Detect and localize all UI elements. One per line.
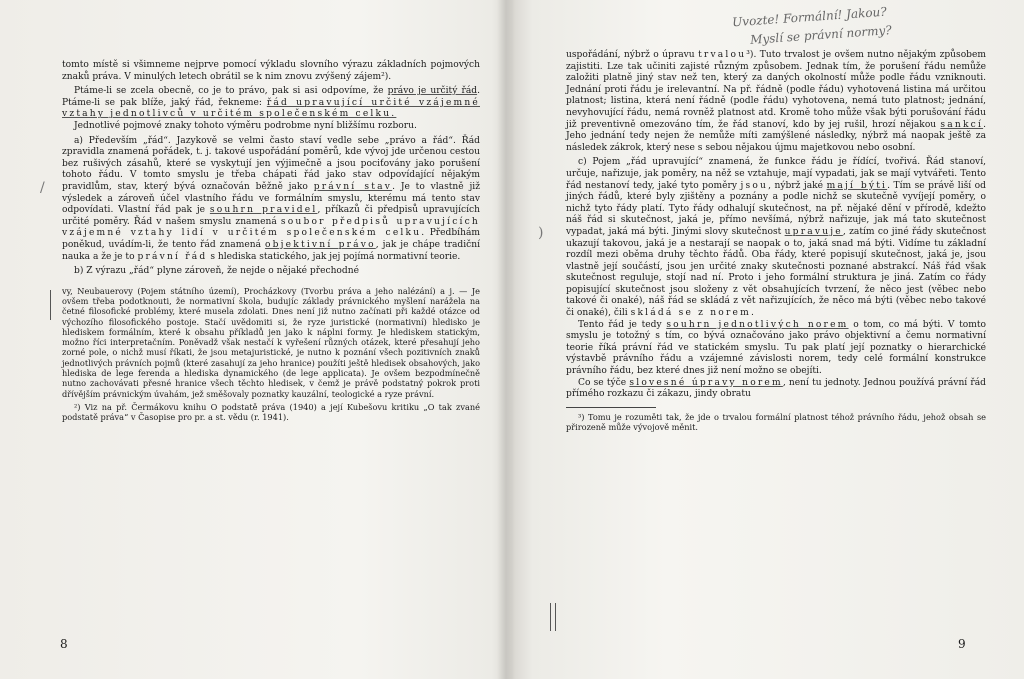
right-para-4-sp1: slovesné úpravy norem — [629, 377, 783, 388]
left-para-4-e: , jak je chápe tradiční nauka a že je to — [62, 239, 480, 262]
right-margin-bar-1 — [550, 603, 551, 631]
left-para-4-c: , příkazů či předpisů upravujících určité poměry. Řád v našem smyslu znamená — [62, 205, 480, 227]
right-para-2-b: , nýbrž jaké — [768, 180, 827, 191]
left-para-4-a: a) Především „řád“. Jazykově se velmi často staví vedle sebe „právo a řád“. Řád zpravidla znamená pořádek, t. j. takové uspořádání poměrů, kde vývoj jde určenou cestou bez rušivých zásahů, které se vyskytují jen výjimečně a jsou pociťovány jako porušení tohoto řádu. V tomto smyslu je třeba chápati řád jako stav odpovídající nějakým pravidlům, stav, který bývá označován běžně jako — [62, 135, 480, 192]
right-para-3-b: o tom, co má býti. V tomto smyslu je totožný s tím, co bývá označováno jako právo objektivní a čemu normativní teorie říká právní řád ve statickém smyslu. Tu pak platí její poznatky o hierarchické výstavbě právního řádu a vzájemné závislosti norem, tedy celé formální konstrukce právního řádu, bez které dnes již není možno se obejíti. — [566, 319, 987, 377]
right-para-4-a: Co se týče — [578, 377, 630, 388]
right-para-3-a: Tento řád je tedy — [578, 319, 667, 330]
right-para-1-c: . Jeho jednání tedy nejen že nemůže míti zamýšlené následky, nýbrž má naopak ještě za následek zákrok, který nese s sebou nějakou újmu majetkovou nebo osobní. — [566, 119, 986, 153]
left-page-number: 8 — [60, 637, 68, 651]
right-para-2-c: . Tím se právě liší od jiných řádů, které byly zjištěny a poznány a podle nichž se skutečně vyvíjejí poměry, o nichž tyto řády platí. Tyto řády odhalují skutečnost, na př. nějaké dění v přírodě, kdežto náš řád si skutečnost, jaká je, přímo nevšímá, nýbrž nařizuje, jak má tato skutečnost vypadat, jaká má býti. Jinými slovy skutečnost — [566, 180, 986, 237]
right-para-2-e: . — [750, 308, 754, 319]
right-para-2 — [566, 157, 986, 319]
right-para-2-sp4: skládá se z norem — [630, 308, 751, 319]
left-para-4-sp4: objektivní právo — [264, 239, 376, 250]
right-margin-bar-2 — [555, 603, 556, 631]
left-para-4-d: . Předbíhám poněkud, uvádím-li, že tento řád znamená — [62, 228, 480, 250]
left-footnote-1: vy, Neubauerovy (Pojem státního území), Procházkovy (Tvorbu práva a jeho nalézání) a j. — Je ovšem třeba podotknouti, že normativní škola, budujíc základy právnického myšlení narážela na četné filosofické problémy, které musela zdolati. Dnes není již nutno začínati při každé otázce od výchozího filosofického postoje. Stačí uvědomiti si, že ryze juristické (normativní) hledisko je hlediskem formálním, které k obsahu příkladů jen jako k náplni formy. Je hlediskem statickým, možno říci interpretačním. Poněvadž však nestačí k vyřešení různých otázek, které přesahují jeho zorné pole, o nichž musí říkati, že jsou metajuristické, je nutno k poznání všech pozitivních znaků jednotlivých právních pojmů (které zasahují za jeho hranice) použíti ještě hledisek obsahových, jako hlediska de lege ferenda a hlediska dynamického (de lege applicata). Je ovšem bezpodmínečně nutno zachovávati přesné hranice všech těchto hledisek, v čemž je právě podstatný pokrok proti dřívějším právnickým úvahám, jež směšovaly poznatky kauzální, teologické a ryze právní. — [62, 285, 480, 399]
footnote-rule — [566, 407, 656, 408]
right-para-2-sp3: upravuje — [784, 226, 843, 237]
right-para-1 — [566, 50, 986, 154]
left-para-4-sp5: právní řád — [137, 251, 208, 262]
right-para-2-sp2: mají býti — [826, 180, 888, 191]
right-margin-mark: ) — [538, 225, 544, 241]
right-para-1-sp1: trvalou — [698, 50, 747, 60]
right-page-number: 9 — [958, 637, 966, 651]
pencil-note-1: Uvozte! Formální! Jakou? — [731, 4, 888, 30]
left-para-1: tomto místě si všimneme nejprve pomocí výkladu slovního výrazu základních pojmových znaků práva. V minulých letech obrátil se k nim znovu zvýšený zájem²). — [62, 60, 480, 82]
left-para-4-sp1: právní stav — [313, 181, 393, 192]
right-page — [510, 0, 1024, 679]
right-para-1-b: ³). Tuto trvalost je ovšem nutno nějakým způsobem zajistiti. Lze tak učiniti zajisté různým způsobem. Jednak tím, že porušení řádu nemůže založiti platně jiný stav než ten, který za daných okolností může podle řádu vzniknouti. Jednání proti řádu je irelevantní. Na př. řádně (podle řádu) vyhotovená listina má určitou platnost; listina, která není řádně (podle řádu) vyhotovena, nemá tuto platnost; jednání, nevyhovující řádu, nemá rovněž platnost atd. Kromě toho může však býti porušování řádu již preventivně omezováno tím, že řád stanoví, kdo by jej rušil, hrozí nějakou — [566, 50, 987, 130]
left-para-5: b) Z výrazu „řád“ plyne zároveň, že nejde o nějaké přechodné — [74, 266, 359, 277]
left-para-2-spaced: řád upravující určité vzájemné vztahy jednotlivců v určitém společenském celku. — [62, 97, 480, 120]
left-para-2-a: Ptáme-li se zcela obecně, co je to právo, pak si asi odpovíme, že — [74, 86, 388, 97]
right-para-2-a: c) Pojem „řád upravující“ znamená, že funkce řádu je řídící, tvořivá. Řád stanoví, určuje, nařizuje, jak poměry, na něž se vztahuje, mají vypadati, jak se mají vytvářeti. Tento řád nestanoví tedy, jaké tyto poměry — [566, 157, 986, 191]
left-para-4-b: . Je to vlastně již výsledek a zároveň účel vlastního řádu ve formálním smyslu, kterému má tento stav odpovídati. Vlastní řád pak je — [62, 181, 481, 216]
left-para-2-b: . Ptáme-li se pak blíže, jaký řád, řekneme: — [62, 86, 480, 108]
left-page — [0, 0, 505, 679]
right-para-1-sp2: sankcí — [940, 119, 984, 130]
pencil-note-2: Myslí se právní normy? — [749, 23, 893, 47]
left-para-4-sp2: souhrn pravidel — [209, 205, 318, 216]
right-footnote-3: ³) Tomu je rozuměti tak, že jde o trvalou formální platnost téhož právního řádu, jehož obsah se přirozeně může vývojově měnit. — [566, 411, 986, 433]
right-para-2-d: , zatím co jiné řády skutečnost ukazují takovou, jaká je a nestarají se naopak o to, jaká snad má býti. Vidíme tu základní rozdíl mezi oběma druhy těchto řádů. Oba řády, které popisují skutečnost, jaká je, jsou vlastně její součástí, jsou jen určité znaky skutečnosti poznané abstrakcí. Náš řád však skutečnost reguluje, stojí nad ní. Proto i jeho formální struktura je jiná. Zatím co řády popisující skutečnost jsou složeny z vět obsahujících tvrzení, že něco jest (věbec nebo takové či onaké), náš řád se skládá z vět nařizujících, že něco má býti (věbec nebo takové či onaké), čili — [566, 226, 986, 319]
left-para-2 — [62, 86, 480, 121]
left-margin-bar — [50, 290, 51, 320]
left-footnotes — [62, 286, 480, 423]
left-footnote-2: ²) Viz na př. Čermákovu knihu O podstatě práva (1940) a její Kubešovu kritiku „O tak zvané podstatě práva“ v Časopise pro pr. a st. vědu (r. 1941). — [62, 401, 480, 423]
left-margin-mark: / — [40, 180, 45, 196]
right-para-1-a: uspořádání, nýbrž o úpravu — [566, 50, 699, 60]
left-para-2-u1: právo je určitý řád — [387, 86, 478, 97]
right-para-4 — [566, 378, 986, 401]
right-para-3-sp1: souhrn jednotlivých norem — [666, 319, 849, 330]
right-footnotes — [566, 412, 986, 433]
left-para-4-sp3: soubor předpisů upravujících vzájemné vztahy lidí v určitém společenském celku — [62, 216, 480, 239]
left-para-4 — [62, 136, 480, 264]
right-text-block — [566, 50, 986, 432]
right-para-3 — [566, 320, 986, 378]
left-para-3: Jednotlivé pojmové znaky tohoto výměru podrobme nyní bližšímu rozboru. — [74, 120, 417, 131]
right-para-2-sp1: jsou — [740, 180, 769, 191]
right-para-4-b: , není tu jednoty. Jednou používá právní řád přímého rozkazu či zákazu, jindy obratu — [566, 377, 987, 400]
left-para-4-f: s hlediska statického, jak jej pojímá normativní teorie. — [207, 251, 461, 262]
left-text-block — [62, 60, 480, 423]
